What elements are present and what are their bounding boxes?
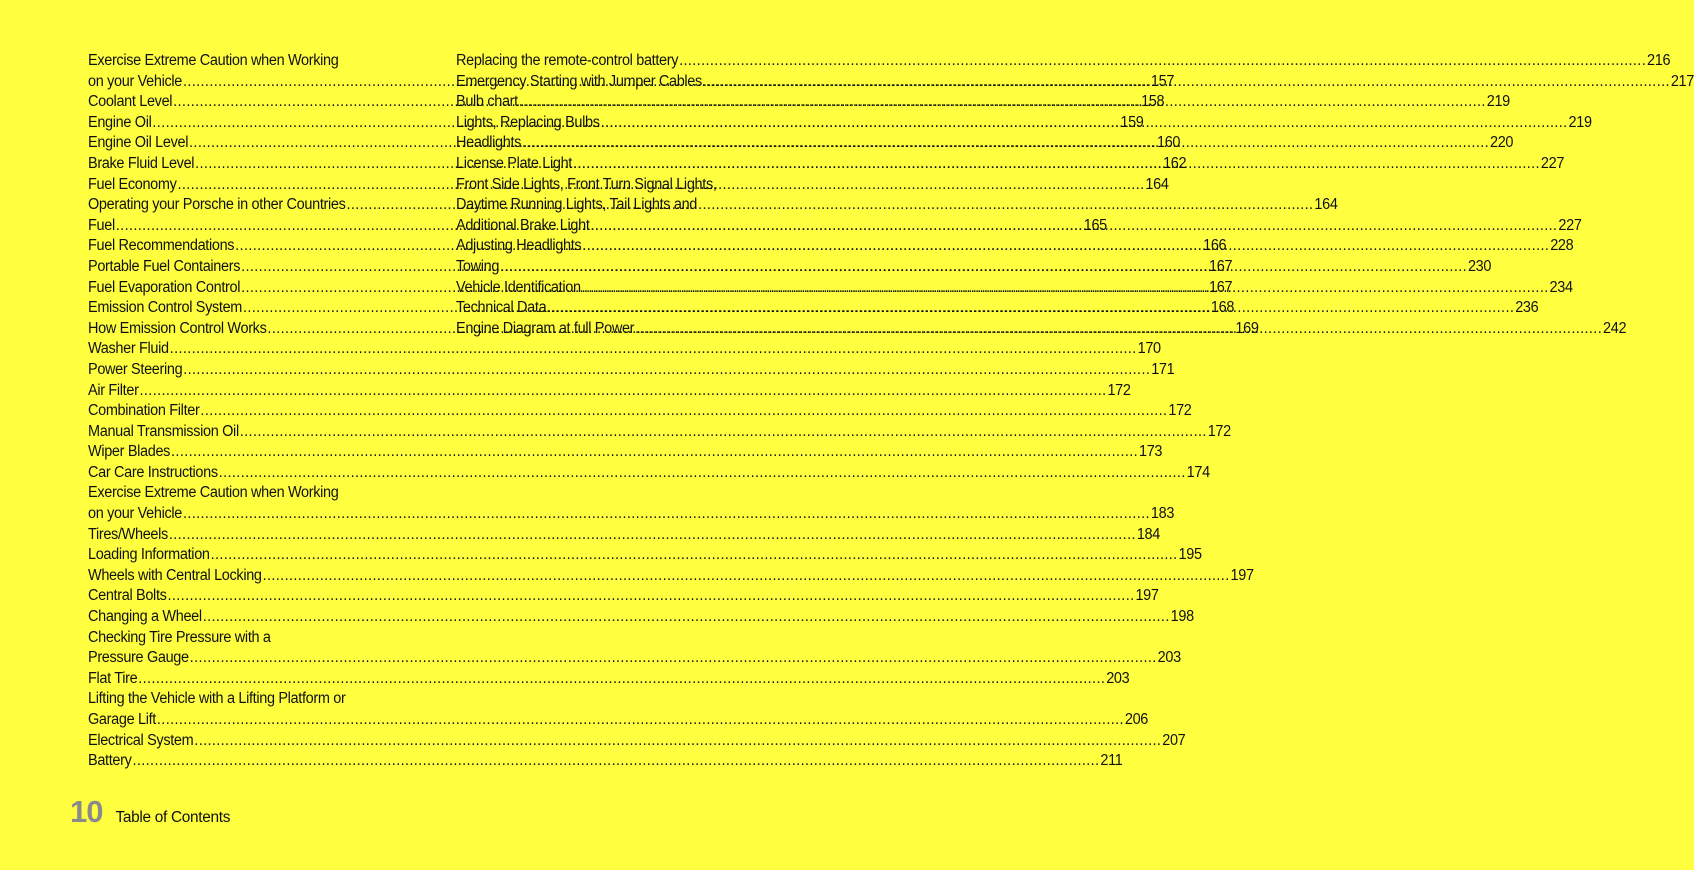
toc-entry-page: 164	[1145, 175, 1169, 193]
toc-entry-line	[88, 669, 1130, 690]
toc-entry-title-line: Daytime Running Lights, Tail Lights and	[456, 196, 698, 214]
toc-entry-page: 227	[1540, 154, 1565, 172]
toc-entry-title: Garage Lift	[88, 711, 156, 728]
dot-leader	[703, 72, 1670, 93]
dot-leader	[679, 51, 1646, 72]
toc-entry-page: 172	[1107, 381, 1131, 399]
toc-entry-title-line: Lifting the Vehicle with a Lifting Platform or	[88, 690, 346, 708]
toc-entry-page: 169	[1235, 319, 1259, 337]
toc-entry-page: 197	[1135, 587, 1159, 605]
toc-entry-page: 172	[1168, 402, 1192, 420]
toc-entry-title: Emission Control System	[88, 299, 243, 317]
toc-entry-line	[456, 51, 1671, 72]
dot-leader	[263, 566, 1230, 587]
toc-entry-title: Engine Oil Level	[88, 134, 189, 152]
toc-entry-title: License Plate Light	[456, 154, 573, 172]
toc-entry[interactable]	[88, 422, 1231, 443]
dot-leader	[601, 113, 1568, 134]
dot-leader	[519, 92, 1486, 113]
toc-entry-title: Adjusting Headlights	[456, 237, 582, 255]
toc-entry-line	[88, 648, 1181, 669]
toc-entry[interactable]	[88, 463, 1210, 484]
toc-entry[interactable]	[88, 751, 1123, 772]
toc-entry-page: 207	[1162, 731, 1186, 749]
toc-entry-title: Headlights	[456, 134, 522, 152]
page-number: 10	[70, 794, 103, 829]
toc-entry-title: Flat Tire	[88, 669, 138, 687]
dot-leader	[590, 216, 1557, 237]
toc-entry[interactable]	[88, 442, 1163, 463]
dot-leader	[219, 463, 1186, 484]
toc-entry-title: Air Filter	[88, 381, 139, 399]
toc-entry[interactable]	[88, 339, 1161, 360]
toc-entry-page: 184	[1136, 525, 1160, 543]
toc-entry-title: on your Vehicle	[88, 72, 182, 90]
dot-leader	[522, 133, 1489, 154]
toc-entry-page: 203	[1157, 649, 1181, 667]
toc-entry[interactable]	[456, 51, 1671, 72]
toc-entry-page: 160	[1156, 134, 1181, 152]
toc-entry-title: Fuel	[88, 216, 115, 234]
toc-entry-page: 172	[1207, 422, 1231, 440]
toc-entry-title: Technical Data	[456, 299, 547, 317]
toc-entry-title: Fuel Economy	[88, 175, 177, 193]
toc-entry-title: Combination Filter	[88, 402, 200, 420]
toc-entry-page: 167	[1209, 278, 1233, 296]
toc-entry-page: 220	[1489, 134, 1514, 152]
toc-entry-title: Electrical System	[88, 731, 194, 749]
toc-entry-page: 219	[1486, 93, 1510, 111]
toc-entry[interactable]	[88, 381, 1131, 402]
dot-leader	[140, 381, 1107, 402]
toc-entry-title: Central Bolts	[88, 587, 167, 605]
toc-entry-title: on your Vehicle	[88, 505, 182, 523]
dot-leader	[200, 401, 1167, 422]
toc-entry[interactable]	[88, 731, 1186, 752]
toc-entry-line	[88, 607, 1194, 628]
dot-leader	[194, 731, 1161, 752]
toc-entry-title: Changing a Wheel	[88, 608, 202, 626]
toc-entry-page: 219	[1568, 113, 1592, 131]
toc-entry-line	[88, 442, 1163, 463]
toc-entry-title: Battery	[88, 752, 132, 770]
toc-entry-page: 166	[1203, 237, 1227, 255]
toc-entry-page: 234	[1549, 278, 1573, 296]
toc-entry-title: Emergency Starting with Jumper Cables	[456, 72, 702, 90]
toc-entry-title: Loading Information	[88, 546, 210, 564]
toc-entry[interactable]	[88, 483, 1175, 524]
dot-leader	[190, 648, 1157, 669]
toc-entry-title: Engine Oil	[88, 113, 152, 131]
toc-entry-title: Wheels with Central Locking	[88, 566, 262, 584]
dot-leader	[203, 607, 1170, 628]
toc-entry-title: Operating your Porsche in other Countries	[88, 196, 346, 214]
toc-entry-line	[88, 504, 1175, 525]
toc-entry-page: 162	[1163, 154, 1187, 172]
dot-leader	[183, 504, 1150, 525]
dot-leader	[170, 339, 1137, 360]
dot-leader	[582, 278, 1549, 299]
toc-entry-page: 217	[1670, 72, 1694, 90]
toc-entry-page: 227	[1558, 216, 1582, 234]
toc-entry-page: 158	[1141, 93, 1165, 111]
toc-entry-title: How Emission Control Works	[88, 319, 267, 337]
toc-entry-title: Additional Brake Light	[456, 216, 590, 234]
toc-entry-title: Replacing the remote-control battery	[456, 52, 679, 69]
toc-entry-line	[88, 463, 1210, 484]
toc-entry[interactable]	[88, 689, 1149, 730]
dot-leader	[635, 319, 1602, 340]
toc-entry-title: Vehicle Identification	[456, 278, 581, 296]
toc-entry-title: Wiper Blades	[88, 443, 171, 461]
toc-entry-title: Fuel Evaporation Control	[88, 278, 241, 296]
dot-leader	[157, 710, 1124, 731]
toc-entry-page: 230	[1467, 257, 1492, 275]
toc-entry-page: 195	[1178, 546, 1202, 564]
toc-entry-page: 171	[1151, 360, 1175, 378]
toc-entry-page: 168	[1210, 299, 1235, 317]
toc-entry-line	[88, 339, 1161, 360]
dot-leader	[500, 257, 1467, 278]
toc-entry-title: Fuel Recommendations	[88, 237, 235, 255]
toc-entry[interactable]	[88, 566, 1254, 587]
toc-entry-line	[88, 731, 1186, 752]
toc-entry-title: Bulb chart	[456, 93, 518, 111]
toc-entry-title: Engine Diagram at full Power	[456, 319, 635, 337]
toc-entry-page: 157	[1150, 72, 1175, 90]
toc-entry-line	[88, 586, 1159, 607]
toc-entry-page: 159	[1120, 113, 1144, 131]
toc-entry-page: 206	[1124, 711, 1149, 728]
toc-entry-title: Pressure Gauge	[88, 649, 189, 667]
toc-entry-page: 183	[1150, 505, 1175, 523]
toc-entry-title: Towing	[456, 257, 500, 275]
toc-entry-line	[88, 401, 1192, 422]
toc-entry[interactable]	[88, 401, 1192, 422]
toc-entry-line	[88, 525, 1160, 546]
toc-entry-title: Washer Fluid	[88, 340, 169, 358]
dot-leader	[211, 545, 1178, 566]
page-footer	[70, 794, 230, 830]
toc-entry-page: 167	[1209, 257, 1233, 275]
toc-entry-title: Power Steering	[88, 360, 183, 378]
toc-entry-line	[88, 751, 1123, 772]
toc-entry-line	[88, 545, 1202, 566]
dot-leader	[573, 154, 1540, 175]
dot-leader	[167, 586, 1134, 607]
toc-entry-page: 242	[1603, 319, 1627, 337]
toc-entry-title: Brake Fluid Level	[88, 154, 195, 172]
toc-entry-line	[88, 422, 1231, 443]
toc-entry-page: 164	[1314, 196, 1338, 214]
dot-leader	[582, 236, 1549, 257]
toc-entry-title-line: Front Side Lights, Front Turn Signal Lights,	[456, 175, 717, 193]
toc-entry-page: 216	[1647, 52, 1671, 69]
toc-entry-title: Car Care Instructions	[88, 463, 218, 481]
dot-leader	[132, 751, 1099, 772]
toc-entry-line	[88, 360, 1175, 381]
toc-entry[interactable]	[88, 628, 1181, 669]
toc-entry-title-line: Exercise Extreme Caution when Working	[88, 484, 339, 502]
toc-entry-page: 173	[1138, 443, 1163, 461]
toc-entry-page: 236	[1515, 299, 1539, 317]
section-title: Table of Contents	[115, 809, 231, 826]
toc-entry-page: 165	[1083, 216, 1107, 234]
toc-entry[interactable]	[88, 586, 1159, 607]
dot-leader	[547, 298, 1514, 319]
toc-entry-page: 170	[1137, 340, 1161, 358]
toc-entry[interactable]	[88, 607, 1194, 628]
toc-entry[interactable]	[88, 525, 1160, 546]
dot-leader	[171, 442, 1138, 463]
toc-entry-title: Coolant Level	[88, 93, 173, 111]
toc-entry-title-line: Checking Tire Pressure with a	[88, 628, 271, 646]
dot-leader	[138, 669, 1105, 690]
toc-entry-page: 174	[1186, 463, 1210, 481]
toc-entry-title: Manual Transmission Oil	[88, 422, 239, 440]
toc-entry-title: Tires/Wheels	[88, 525, 168, 543]
toc-entry[interactable]	[88, 545, 1202, 566]
toc-entry-line	[88, 381, 1131, 402]
toc-entry-line	[88, 710, 1149, 731]
toc-entry[interactable]	[88, 669, 1130, 690]
toc-entry-title: Portable Fuel Containers	[88, 257, 241, 275]
toc-entry-title-line: Exercise Extreme Caution when Working	[88, 52, 339, 69]
toc-entry-page: 203	[1106, 669, 1130, 687]
toc-entry-title: Lights, Replacing Bulbs	[456, 113, 600, 131]
toc-entry-page: 198	[1170, 608, 1194, 626]
toc-entry-page: 228	[1550, 237, 1574, 255]
toc-entry[interactable]	[88, 360, 1175, 381]
toc-entry-line	[88, 566, 1254, 587]
dot-leader	[240, 422, 1207, 443]
dot-leader	[169, 525, 1136, 546]
dot-leader	[183, 360, 1150, 381]
toc-entry-page: 197	[1230, 566, 1254, 584]
toc-entry-page: 211	[1100, 752, 1123, 770]
